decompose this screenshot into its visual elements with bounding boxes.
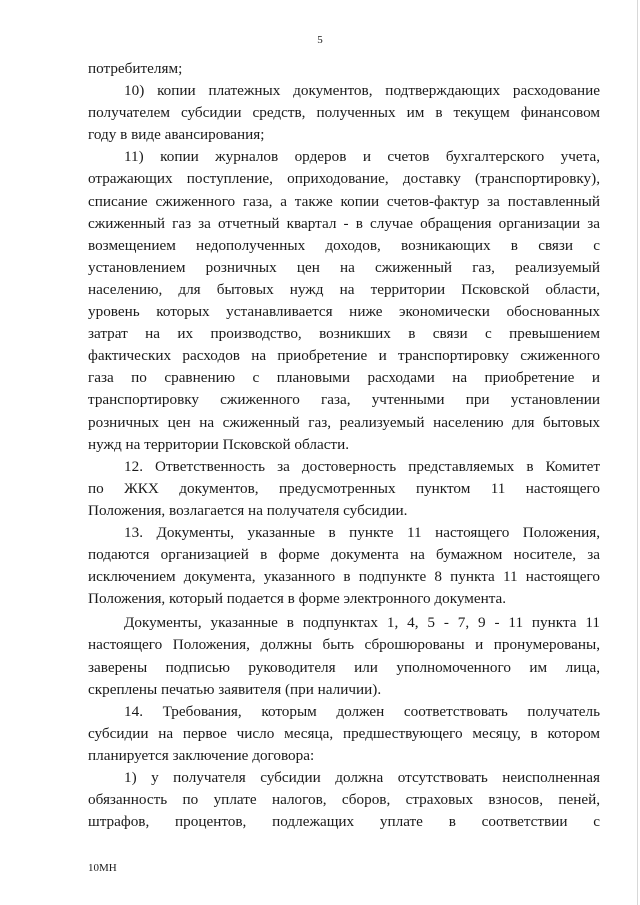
text-line: 14. Требования, которым должен соответствовать получатель xyxy=(124,702,600,720)
text-line: штрафов, процентов, подлежащих уплате в соответствии с xyxy=(88,813,600,831)
text-line: населению, для бытовых нужд на территории Псковской области, xyxy=(88,280,600,298)
text-line: Документы, указанные в подпунктах 1, 4, 5 - 7, 9 - 11 пункта 11 xyxy=(124,614,600,632)
text-line: году в виде авансирования; xyxy=(88,126,265,144)
text-line: розничных цен на сжиженный газ, реализуемый населению для бытовых xyxy=(88,413,600,431)
text-line: 10) копии платежных документов, подтверждающих расходование xyxy=(124,82,600,100)
text-line: по ЖКХ документов, предусмотренных пунктом 11 настоящего xyxy=(88,479,600,497)
text-line: отражающих поступление, оприходование, доставку (транспортировку), xyxy=(88,170,600,188)
text-line: списание сжиженного газа, а также копии счетов-фактур за поставленный xyxy=(88,192,600,210)
text-line: планируется заключение договора: xyxy=(88,746,315,764)
text-line: заверены подписью руководителя или уполномоченного им лица, xyxy=(88,658,600,676)
text-line: нужд на территории Псковской области. xyxy=(88,435,349,453)
text-line: установлением розничных цен на сжиженный газ, реализуемый xyxy=(88,258,600,276)
text-line: Положения, который подается в форме электронного документа. xyxy=(88,590,507,608)
text-line: настоящего Положения, должны быть сброшюрованы и пронумерованы, xyxy=(88,636,600,654)
text-line: подаются организацией в форме документа на бумажном носителе, за xyxy=(88,546,600,564)
text-line: возмещением недополученных доходов, возникающих в связи с xyxy=(88,236,600,254)
document-body xyxy=(88,58,600,833)
text-line: скреплены печатью заявителя (при наличии). xyxy=(88,680,382,698)
text-line: 1) у получателя субсидии должна отсутствовать неисполненная xyxy=(124,769,600,786)
text-line: газа по сравнению с плановыми расходами на приобретение и xyxy=(88,369,600,387)
text-line: транспортировку сжиженного газа, учтенными при установлении xyxy=(88,391,600,409)
text-line: исключением документа, указанного в подпункте 8 пункта 11 настоящего xyxy=(88,568,600,586)
text-line: уровень которых устанавливается ниже экономически обоснованных xyxy=(88,303,600,321)
text-line: фактических расходов на приобретение и транспортировку сжиженного xyxy=(88,347,600,365)
scan-edge-divider xyxy=(637,0,638,905)
text-line: потребителям; xyxy=(88,60,183,77)
page-number: 5 xyxy=(317,34,323,46)
text-line: 13. Документы, указанные в пункте 11 настоящего Положения, xyxy=(124,523,600,541)
text-line: обязанность по уплате налогов, сборов, страховых взносов, пеней, xyxy=(88,791,600,809)
text-line: получателем субсидии средств, полученных им в текущем финансовом xyxy=(88,104,600,122)
text-line: сжиженный газ за отчетный квартал - в случае обращения организации за xyxy=(88,214,600,232)
text-line: 12. Ответственность за достоверность представляемых в Комитет xyxy=(124,457,600,475)
footer-code: 10МН xyxy=(88,862,117,874)
text-line: субсидии на первое число месяца, предшествующего месяцу, в котором xyxy=(88,724,600,742)
text-line: 11) копии журналов ордеров и счетов бухгалтерского учета, xyxy=(124,148,600,166)
text-line: Положения, возлагается на получателя субсидии. xyxy=(88,501,408,519)
text-line: затрат на их производство, возникших в связи с превышением xyxy=(88,325,600,343)
